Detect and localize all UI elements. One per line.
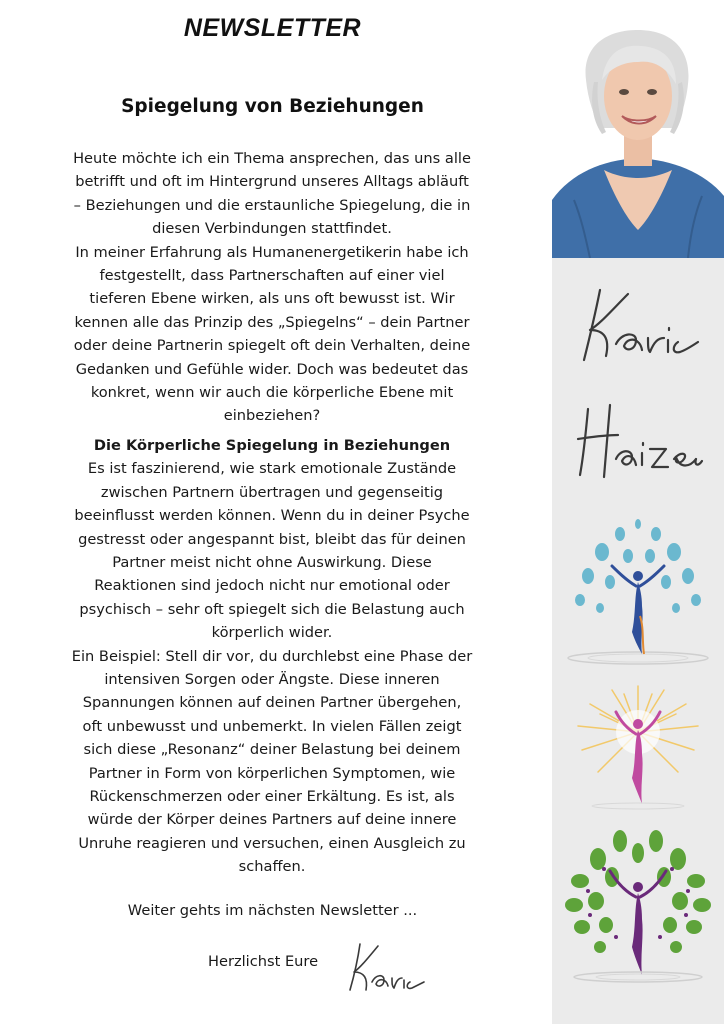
body-line: Ein Beispiel: Stell dir vor, du durchlebst eine Phase der <box>71 647 473 665</box>
body-line: Partner meist nicht ohne Auswirkung. Diese <box>112 553 432 571</box>
signature-small <box>342 938 430 998</box>
body-line: zwischen Partnern übertragen und gegenseitig <box>100 483 444 501</box>
body-line: Gedanken und Gefühle wider. Doch was bedeutet das <box>75 360 469 378</box>
body-line: Unruhe reagieren und versuchen, einen Ausgleich zu <box>78 834 466 852</box>
body-line: Heute möchte ich ein Thema ansprechen, das uns alle <box>73 150 471 167</box>
body-line: Partner in Form von körperlichen Symptomen, wie <box>88 764 456 782</box>
author-photo <box>552 0 724 258</box>
body-line: Es ist faszinierend, wie stark emotionale Zustände <box>87 460 457 478</box>
body-line: psychisch – sehr oft spiegelt sich die Belastung auch <box>79 600 465 618</box>
continue-note: Weiter gehts im nächsten Newsletter ... <box>127 902 418 919</box>
tree-figure-blue-icon <box>560 512 716 672</box>
body-line: festgestellt, dass Partnerschaften auf einer viel <box>99 267 445 285</box>
portrait-image <box>552 0 724 258</box>
body-line: oft unbewusst und unbemerkt. In vielen Fällen zeigt <box>82 717 462 735</box>
body-line: würde der Körper deines Partners auf deine innere <box>87 811 457 829</box>
tree-figure-green-icon <box>560 825 716 985</box>
body-line: sich diese „Resonanz“ deiner Belastung bei deinem <box>83 741 461 759</box>
sidebar <box>552 0 724 1024</box>
body-line: tieferen Ebene wirken, als uns oft bewusst ist. Wir <box>89 290 455 308</box>
closing-greeting: Herzlichst Eure <box>208 953 319 970</box>
body-line: kennen alle das Prinzip des „Spiegelns“ – dein Partner <box>74 313 470 331</box>
body-line: körperlich wider. <box>211 624 333 642</box>
body-line: betrifft und oft im Hintergrund unseres Alltags abläuft <box>75 173 469 191</box>
body-line: konkret, wenn wir auch die körperliche Ebene mit <box>90 384 454 402</box>
body-line: intensiven Sorgen oder Ängste. Diese inneren <box>104 670 440 688</box>
body-line: gestresst oder angespannt bist, bleibt das für deinen <box>78 530 466 548</box>
body-line: beeinflusst werden können. Wenn du in deiner Psyche <box>74 507 470 525</box>
body-line: Rückenschmerzen oder einer Erkältung. Es ist, als <box>89 787 455 805</box>
sun-figure-pink-icon <box>560 682 716 812</box>
body-line: Reaktionen sind jedoch nicht nur emotional oder <box>94 577 450 595</box>
body-line: In meiner Erfahrung als Humanenergetikerin habe ich <box>75 243 469 261</box>
body-line: oder deine Partnerin spiegelt oft dein Verhalten, deine <box>73 337 471 355</box>
body-line: – Beziehungen und die erstaunliche Spiegelung, die in <box>73 196 471 214</box>
body-line: Spannungen können auf deinen Partner übergehen, <box>82 694 462 712</box>
body-line: einbeziehen? <box>223 407 321 425</box>
signature-first-name <box>570 280 705 370</box>
article-body <box>40 147 504 879</box>
section-subheading: Die Körperliche Spiegelung in Beziehungen <box>93 436 451 454</box>
body-line: schaffen. <box>238 858 306 876</box>
newsletter-title: NEWSLETTER <box>183 14 362 42</box>
body-line: diesen Verbindungen stattfindet. <box>152 220 392 238</box>
article-title: Spiegelung von Beziehungen <box>121 96 424 117</box>
signature-last-name <box>570 395 705 485</box>
